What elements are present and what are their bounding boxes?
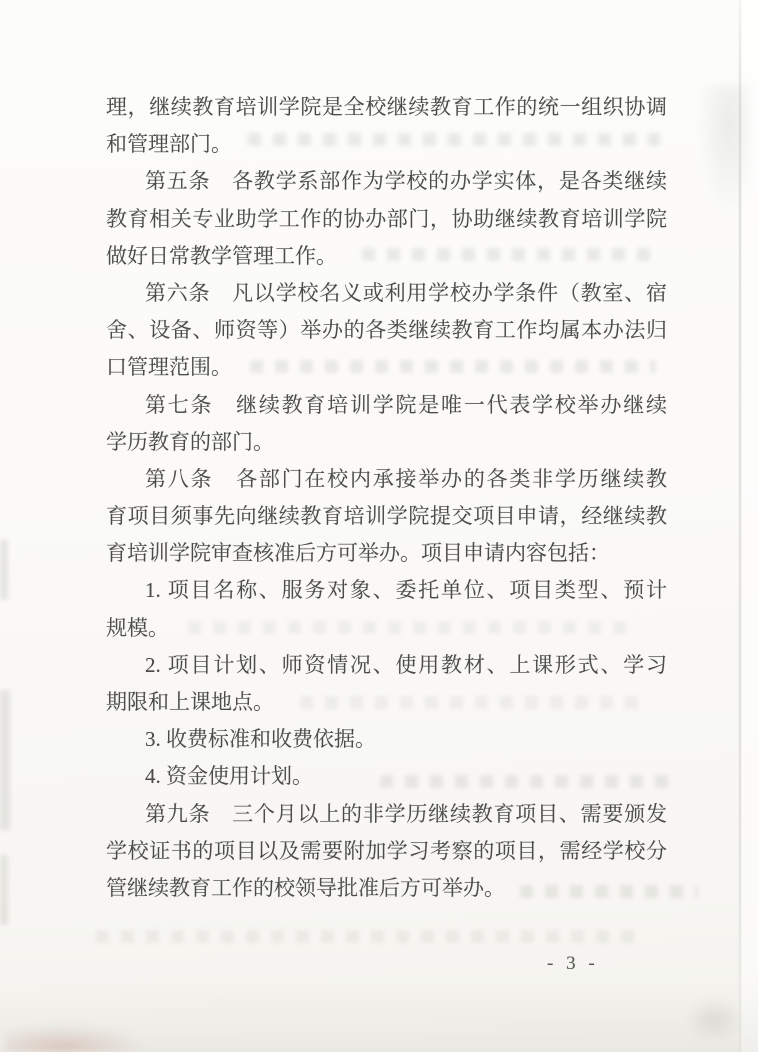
text-line: 教育相关专业助学工作的协办部门，协助继续教育培训学院: [106, 206, 667, 231]
text-line: 第八条 各部门在校内承接举办的各类非学历继续教: [145, 466, 667, 491]
text-line: 学历教育的部门。: [106, 429, 274, 454]
text-line: 规模。: [106, 615, 169, 640]
scan-corner-smudge: [698, 85, 750, 215]
text-line: 第九条 三个月以上的非学历继续教育项目、需要颁发: [145, 801, 667, 826]
scan-edge-mark: [0, 855, 8, 925]
bleedthrough-smudge: [96, 930, 644, 943]
text-line: 2. 项目计划、师资情况、使用教材、上课形式、学习: [145, 652, 667, 677]
text-line: 育项目须事先向继续教育培训学院提交项目申请，经继续教: [106, 504, 667, 529]
text-line: 第七条 继续教育培训学院是唯一代表学校举办继续: [145, 392, 667, 417]
text-line: 育培训学院审查核准后方可举办。项目申请内容包括：: [106, 541, 610, 566]
text-line: 学校证书的项目以及需要附加学习考察的项目，需经学校分: [106, 838, 667, 863]
page-number: - 3 -: [547, 953, 599, 974]
text-line: 口管理范围。: [106, 355, 232, 380]
text-line: 期限和上课地点。: [106, 690, 274, 714]
scan-edge-mark: [0, 540, 8, 600]
text-line: 理，继续教育培训学院是全校继续教育工作的统一组织协调: [106, 95, 667, 119]
text-line: 3. 收费标准和收费依据。: [145, 727, 376, 752]
text-line: 管继续教育工作的校领导批准后方可举办。: [106, 875, 505, 900]
text-line: 做好日常教学管理工作。: [106, 243, 337, 268]
text-line: 和管理部门。: [106, 132, 232, 157]
text-line: 1. 项目名称、服务对象、委托单位、项目类型、预计: [145, 578, 667, 603]
scan-corner-smudge: [686, 998, 742, 1042]
scan-corner-smudge: [6, 1024, 146, 1052]
text-line: 4. 资金使用计划。: [145, 764, 313, 789]
body-text: [106, 89, 667, 907]
text-line: 第五条 各教学系部作为学校的办学实体，是各类继续: [145, 169, 667, 194]
scan-edge-mark: [0, 690, 10, 830]
text-line: 舍、设备、师资等）举办的各类继续教育工作均属本办法归: [106, 318, 667, 343]
text-line: 第六条 凡以学校名义或利用学校办学条件（教室、宿: [145, 280, 667, 305]
